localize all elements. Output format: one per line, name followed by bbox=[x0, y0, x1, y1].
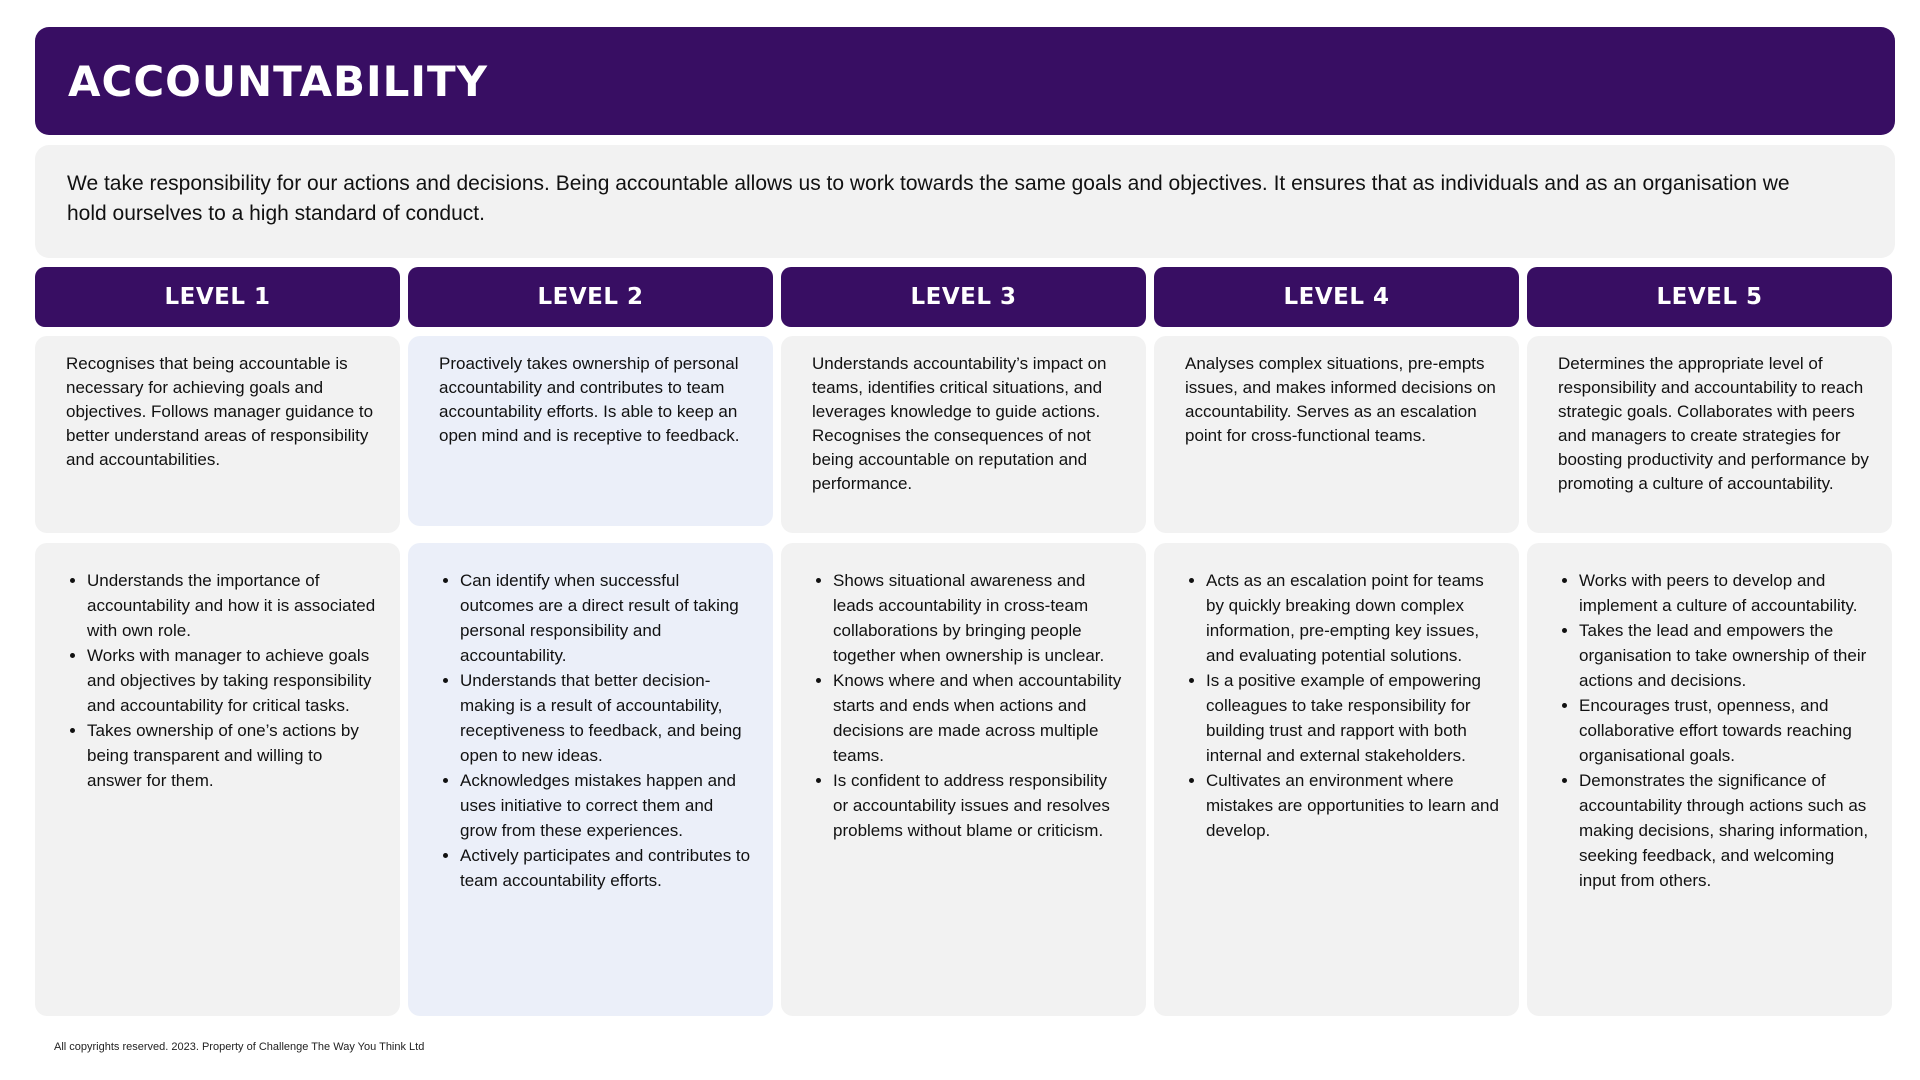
level-3-column bbox=[781, 267, 1146, 1016]
list-item: • Cultivates an environment where mistakes are opportunities to learn and develop. bbox=[1206, 768, 1499, 843]
list-item: • Takes the lead and empowers the organisation to take ownership of their actions and decisions. bbox=[1579, 618, 1872, 693]
level-1-header bbox=[35, 267, 400, 327]
level-5-details bbox=[1527, 543, 1892, 1016]
intro-text: We take responsibility for our actions and decisions. Being accountable allows us to work towards the same goals and objectives. It ensures that as individuals and as an organisation we hold ourselves to a high standard of conduct. bbox=[67, 172, 1790, 225]
list-item: • Knows where and when accountability starts and ends when actions and decisions are made across multiple teams. bbox=[833, 668, 1126, 768]
level-1-label: LEVEL 1 bbox=[164, 284, 271, 310]
level-3-summary bbox=[781, 336, 1146, 533]
list-item: • Can identify when successful outcomes are a direct result of taking personal responsibility and accountability. bbox=[460, 568, 753, 668]
level-5-bullet-list bbox=[1547, 568, 1872, 893]
level-5-column bbox=[1527, 267, 1892, 1016]
list-item: • Understands that better decision-making is a result of accountability, receptiveness to feedback, and being open to new ideas. bbox=[460, 668, 753, 768]
list-item: • Shows situational awareness and leads accountability in cross-team collaborations by bringing people together when ownership is unclear. bbox=[833, 568, 1126, 668]
page-title: ACCOUNTABILITY bbox=[68, 56, 489, 106]
level-3-bullet-list bbox=[801, 568, 1126, 843]
level-5-summary bbox=[1527, 336, 1892, 533]
level-2-summary bbox=[408, 336, 773, 526]
level-4-details bbox=[1154, 543, 1519, 1016]
list-item: • Is a positive example of empowering colleagues to take responsibility for building trust and rapport with both internal and external stakeholders. bbox=[1206, 668, 1499, 768]
level-1-bullet-list bbox=[55, 568, 380, 793]
level-2-column bbox=[408, 267, 773, 1016]
list-item: • Encourages trust, openness, and collaborative effort towards reaching organisational goals. bbox=[1579, 693, 1872, 768]
level-4-summary bbox=[1154, 336, 1519, 533]
level-4-column bbox=[1154, 267, 1519, 1016]
list-item: • Works with manager to achieve goals and objectives by taking responsibility and accountability for critical tasks. bbox=[87, 643, 380, 718]
list-item: • Demonstrates the significance of accountability through actions such as making decisions, sharing information, seeking feedback, and welcoming input from others. bbox=[1579, 768, 1872, 893]
title-banner bbox=[35, 27, 1895, 135]
level-4-header bbox=[1154, 267, 1519, 327]
level-4-bullet-list bbox=[1174, 568, 1499, 843]
level-1-details bbox=[35, 543, 400, 1016]
level-3-header bbox=[781, 267, 1146, 327]
level-3-details bbox=[781, 543, 1146, 1016]
level-2-details bbox=[408, 543, 773, 1016]
list-item: • Understands the importance of accountability and how it is associated with own role. bbox=[87, 568, 380, 643]
level-5-label: LEVEL 5 bbox=[1656, 284, 1763, 310]
intro-panel bbox=[35, 145, 1895, 258]
level-2-label: LEVEL 2 bbox=[537, 284, 644, 310]
level-3-summary-text: Understands accountability’s impact on teams, identifies critical situations, and leverages knowledge to guide actions. Recognises the consequences of not being accountable on reputation and performance. bbox=[812, 354, 1107, 493]
list-item: • Acts as an escalation point for teams by quickly breaking down complex information, pre-empting key issues, and evaluating potential solutions. bbox=[1206, 568, 1499, 668]
level-4-summary-text: Analyses complex situations, pre-empts issues, and makes informed decisions on accountability. Serves as an escalation point for cross-functional teams. bbox=[1185, 354, 1496, 445]
list-item: • Is confident to address responsibility or accountability issues and resolves problems without blame or criticism. bbox=[833, 768, 1126, 843]
list-item: • Actively participates and contributes to team accountability efforts. bbox=[460, 843, 753, 893]
level-1-column bbox=[35, 267, 400, 1016]
list-item: • Acknowledges mistakes happen and uses initiative to correct them and grow from these experiences. bbox=[460, 768, 753, 843]
level-1-summary bbox=[35, 336, 400, 533]
level-3-label: LEVEL 3 bbox=[910, 284, 1017, 310]
copyright-footer: All copyrights reserved. 2023. Property of Challenge The Way You Think Ltd bbox=[54, 1041, 425, 1053]
level-1-summary-text: Recognises that being accountable is necessary for achieving goals and objectives. Follows manager guidance to better understand areas of responsibility and accountabilities. bbox=[66, 354, 374, 469]
level-2-header bbox=[408, 267, 773, 327]
level-2-bullet-list bbox=[428, 568, 753, 893]
level-5-header bbox=[1527, 267, 1892, 327]
list-item: • Takes ownership of one’s actions by being transparent and willing to answer for them. bbox=[87, 718, 380, 793]
list-item: • Works with peers to develop and implement a culture of accountability. bbox=[1579, 568, 1872, 618]
level-4-label: LEVEL 4 bbox=[1283, 284, 1390, 310]
level-2-summary-text: Proactively takes ownership of personal accountability and contributes to team accountability efforts. Is able to keep an open mind and is receptive to feedback. bbox=[439, 354, 740, 445]
level-5-summary-text: Determines the appropriate level of responsibility and accountability to reach strategic goals. Collaborates with peers and managers to create strategies for boosting productivity and performance by promoting a culture of accountability. bbox=[1558, 354, 1869, 493]
